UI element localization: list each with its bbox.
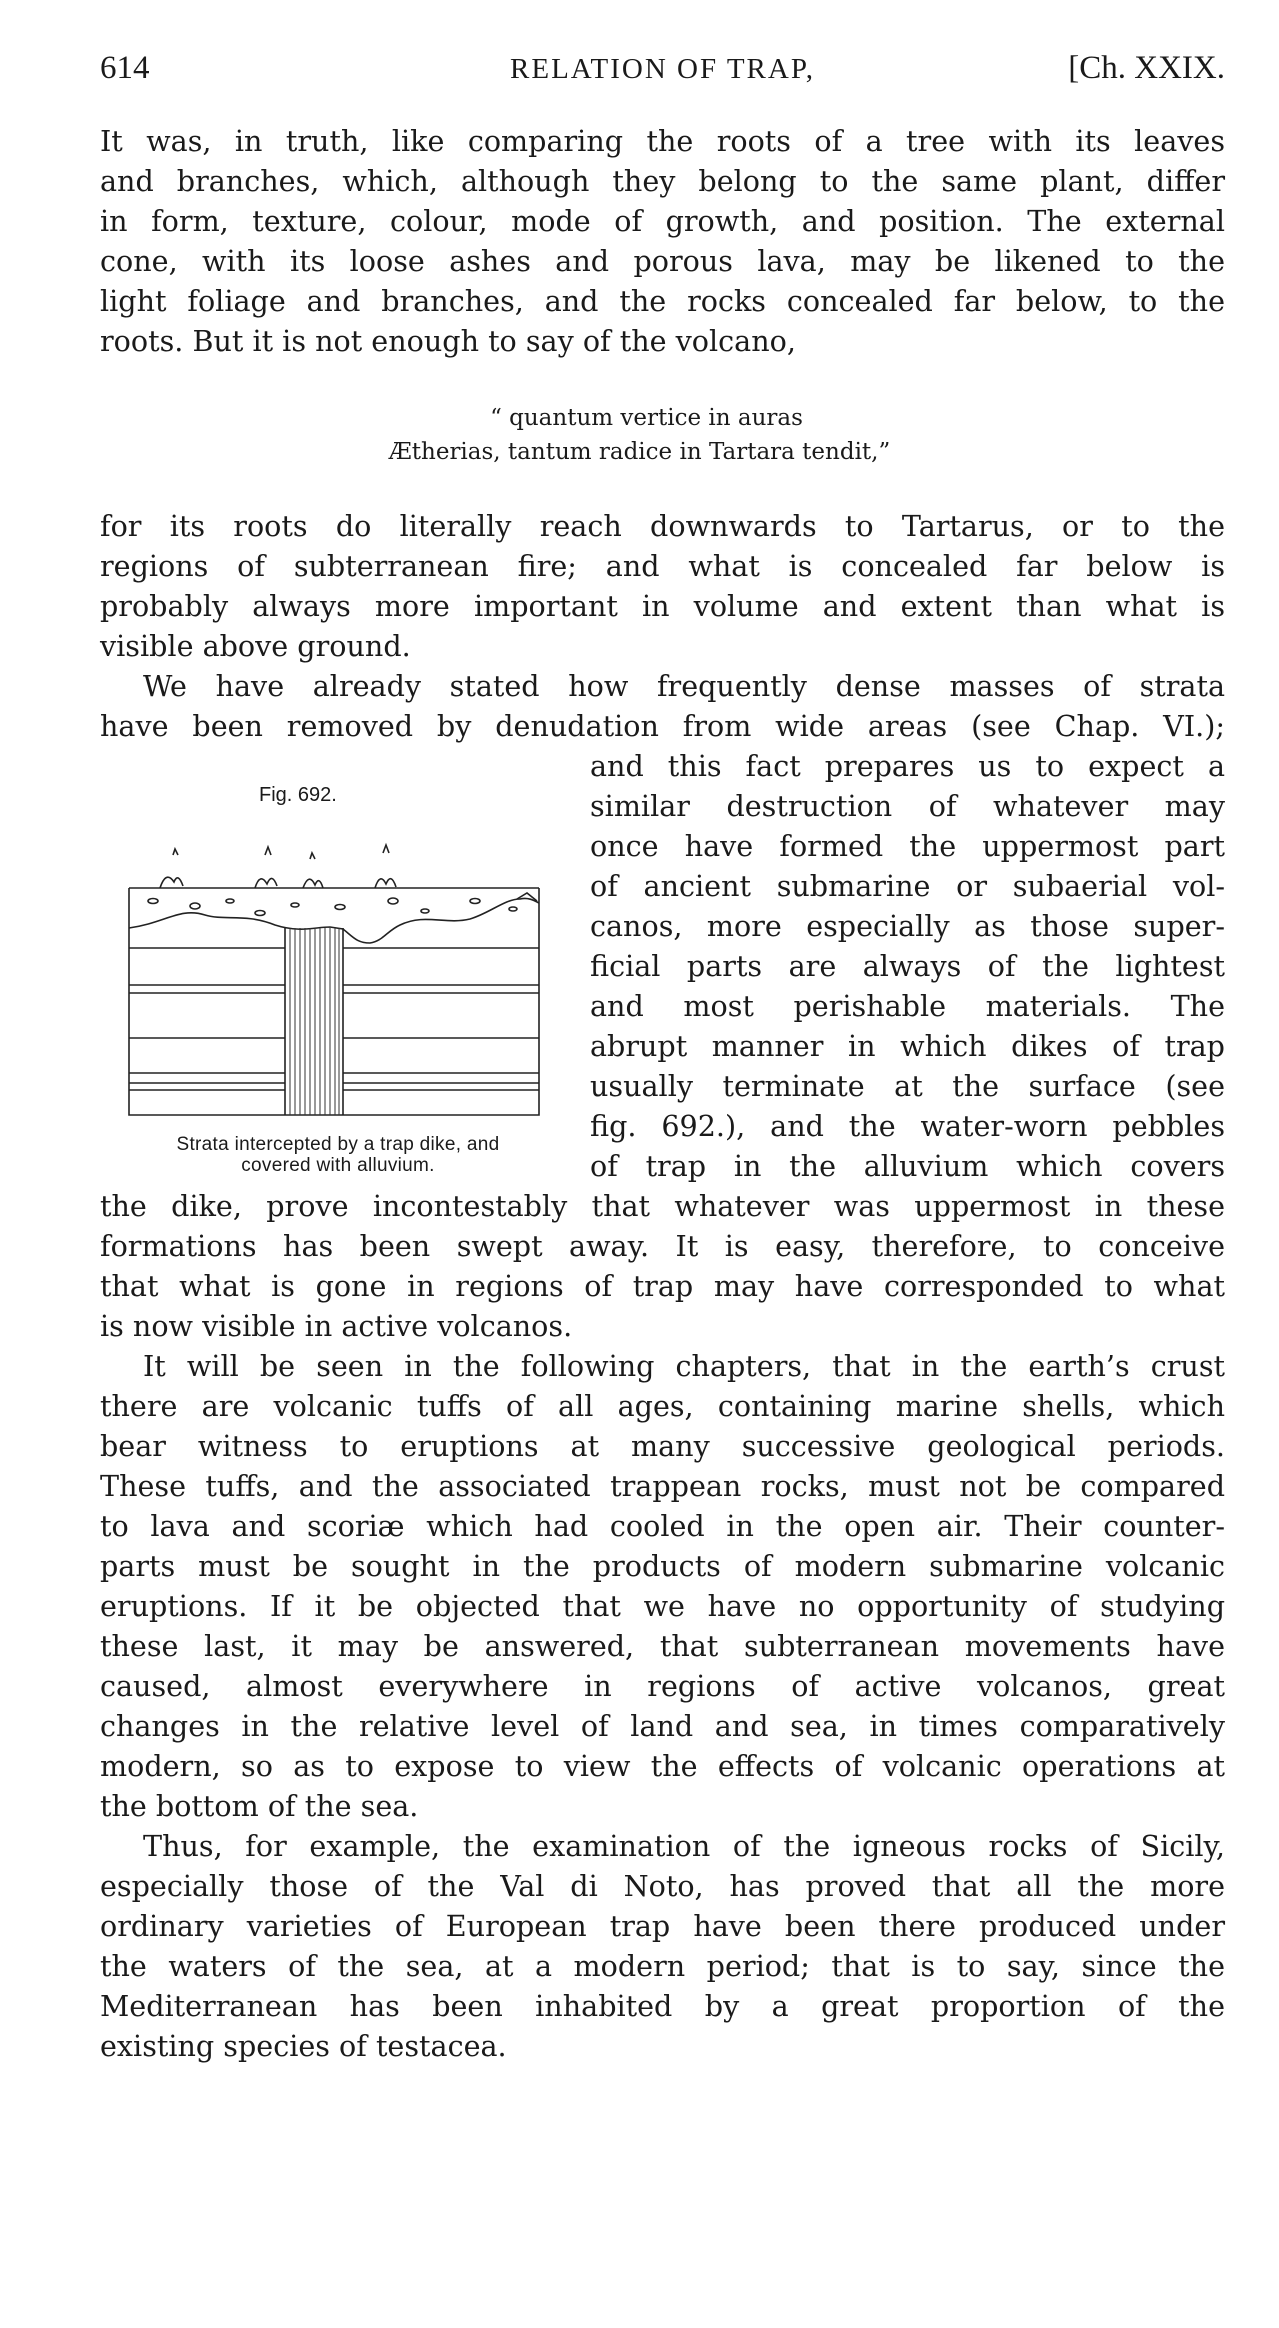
text-line: abrupt manner in which dikes of trap [590,1029,1225,1063]
chapter-reference: [Ch. XXIX. [1068,50,1225,86]
text-line: cone, with its loose ashes and porous lava, may be likened to the [100,244,1225,278]
text-line: usually terminate at the surface (see [590,1069,1225,1103]
text-line: formations has been swept away. It is easy, therefore, to conceive [100,1229,1225,1263]
trap-dike-illustration [125,815,545,1125]
text-line: and this fact prepares us to expect a [590,749,1225,783]
text-line: have been removed by denudation from wide areas (see Chap. VI.); [100,709,1225,743]
text-line: of trap in the alluvium which covers [590,1149,1225,1183]
text-line: These tuffs, and the associated trappean rocks, must not be compared [100,1469,1225,1503]
text-line: bear witness to eruptions at many successive geological periods. [100,1429,1225,1463]
text-line: ordinary varieties of European trap have been there produced under [100,1909,1225,1943]
text-line: similar destruction of whatever may [590,789,1225,823]
text-line: probably always more important in volume and extent than what is [100,589,1225,623]
text-line: It will be seen in the following chapters, that in the earth’s crust [143,1349,1225,1383]
text-line: parts must be sought in the products of modern submarine volcanic [100,1549,1225,1583]
text-line: to lava and scoriæ which had cooled in the open air. Their counter- [100,1509,1225,1543]
page-number: 614 [100,50,150,86]
text-line: and most perishable materials. The [590,989,1225,1023]
figure-caption-line: Strata intercepted by a trap dike, and [176,1134,500,1155]
text-line: that what is gone in regions of trap may have corresponded to what [100,1269,1225,1303]
text-line: It was, in truth, like comparing the roots of a tree with its leaves [100,124,1225,158]
text-line: in form, texture, colour, mode of growth, and position. The external [100,204,1225,238]
text-line: Thus, for example, the examination of the igneous rocks of Sicily, [143,1829,1225,1863]
text-line: once have formed the uppermost part [590,829,1225,863]
text-line: eruptions. If it be objected that we have no opportunity of studying [100,1589,1225,1623]
figure-caption-line: covered with alluvium. [241,1155,435,1176]
text-line: visible above ground. [100,629,411,663]
running-title: RELATION OF TRAP, [510,53,815,85]
text-line: the dike, prove incontestably that whatever was uppermost in these [100,1189,1225,1223]
text-line: roots. But it is not enough to say of the volcano, [100,324,796,358]
text-line: Mediterranean has been inhabited by a great proportion of the [100,1989,1225,2023]
text-line: the waters of the sea, at a modern period; that is to say, since the [100,1949,1225,1983]
text-line: canos, more especially as those super- [590,909,1225,943]
text-line: for its roots do literally reach downwards to Tartarus, or to the [100,509,1225,543]
text-line: fig. 692.), and the water-worn pebbles [590,1109,1225,1143]
text-line: the bottom of the sea. [100,1789,419,1823]
text-line: of ancient submarine or subaerial vol- [590,869,1225,903]
page-header [100,50,1225,98]
text-line: is now visible in active volcanos. [100,1309,573,1343]
text-line: modern, so as to expose to view the effects of volcanic operations at [100,1749,1225,1783]
figure-label: Fig. 692. [259,784,337,806]
figure-caption [108,1134,568,1176]
latin-quote-line: Ætherias, tantum radice in Tartara tendit,” [388,439,891,465]
text-line: and branches, which, although they belong to the same plant, differ [100,164,1225,198]
latin-quote-line: “ quantum vertice in auras [490,405,803,431]
text-line: caused, almost everywhere in regions of active volcanos, great [100,1669,1225,1703]
text-line: existing species of testacea. [100,2029,507,2063]
text-line: there are volcanic tuffs of all ages, containing marine shells, which [100,1389,1225,1423]
text-line: especially those of the Val di Noto, has proved that all the more [100,1869,1225,1903]
text-line: regions of subterranean fire; and what is concealed far below is [100,549,1225,583]
text-line: light foliage and branches, and the rocks concealed far below, to the [100,284,1225,318]
text-line: these last, it may be answered, that subterranean movements have [100,1629,1225,1663]
text-line: We have already stated how frequently dense masses of strata [143,669,1225,703]
text-line: changes in the relative level of land and sea, in times comparatively [100,1709,1225,1743]
text-line: ficial parts are always of the lightest [590,949,1225,983]
